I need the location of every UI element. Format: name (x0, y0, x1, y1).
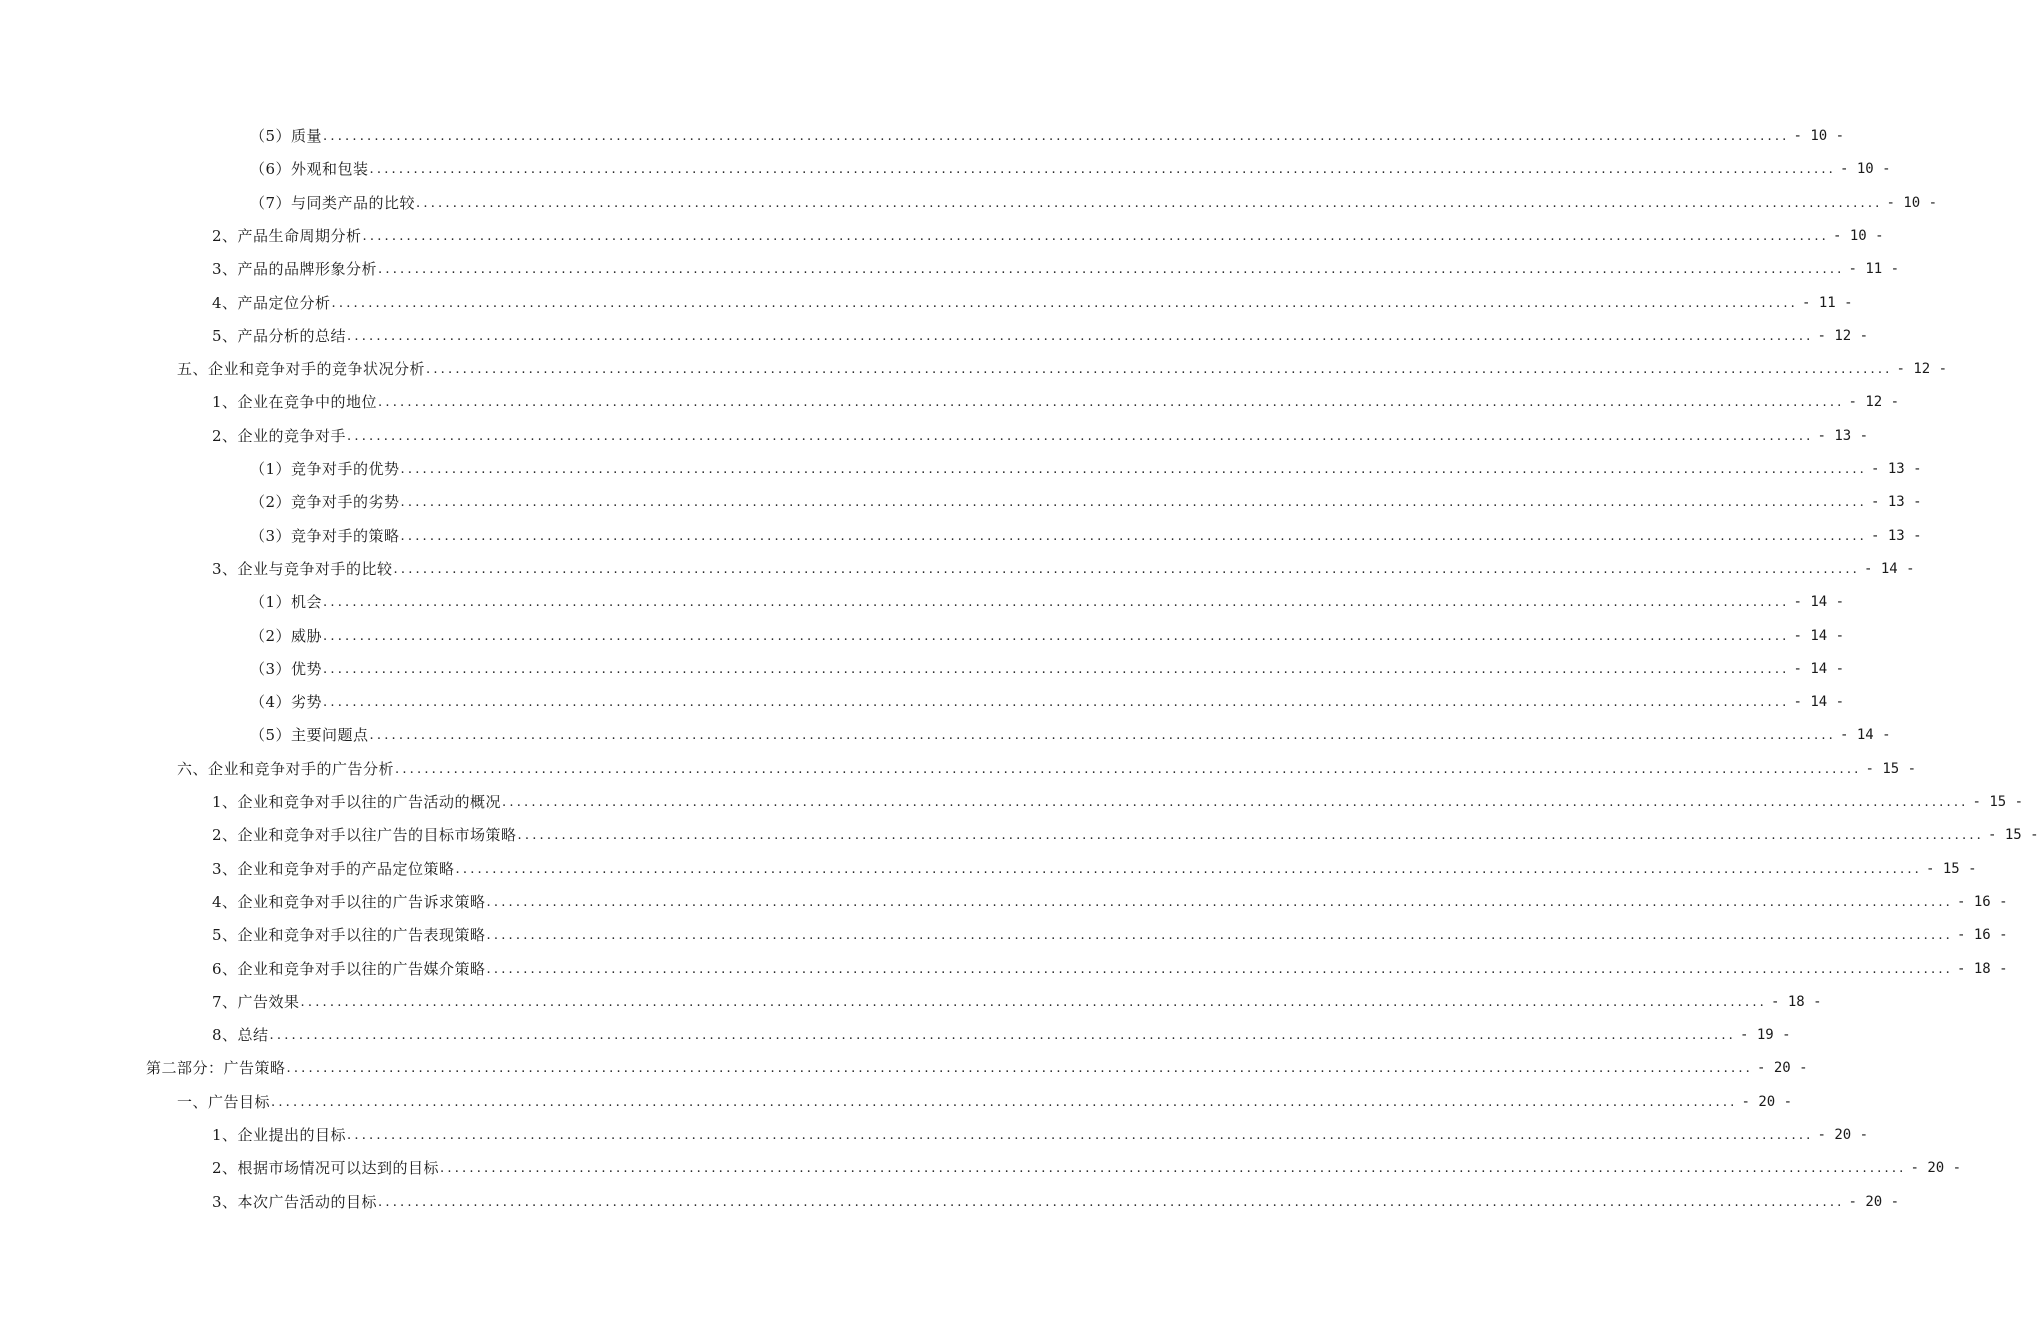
toc-dot-leader: ........................................................................................................................................................................................................ (347, 428, 1814, 444)
toc-dot-leader: ........................................................................................................................................................................................................ (369, 162, 1837, 178)
toc-entry[interactable] (212, 553, 1915, 586)
toc-entry-page-number: - 15 - (1926, 860, 1977, 877)
toc-entry-page-number: - 15 - (1988, 827, 2039, 844)
toc-dot-leader: ........................................................................................................................................................................................................ (400, 495, 1868, 511)
toc-entry-title: 5、企业和竞争对手以往的广告表现策略 (212, 926, 486, 945)
toc-entry-title: 一、广告目标 (177, 1092, 271, 1111)
toc-entry[interactable] (250, 586, 1845, 619)
toc-entry[interactable] (212, 287, 1853, 320)
toc-dot-leader: ........................................................................................................................................................................................................ (362, 228, 1830, 244)
toc-entry-page-number: - 18 - (1957, 960, 2008, 977)
toc-entry-title: 3、企业与竞争对手的比较 (212, 559, 393, 578)
toc-dot-leader: ........................................................................................................................................................................................................ (323, 628, 1790, 644)
toc-entry-title: 2、企业和竞争对手以往广告的目标市场策略 (212, 826, 517, 845)
toc-entry-page-number: - 18 - (1771, 993, 1822, 1010)
toc-entry-title: （3）竞争对手的策略 (250, 526, 400, 545)
toc-entry[interactable] (212, 386, 1900, 419)
toc-entry[interactable] (212, 420, 1869, 453)
toc-dot-leader: ........................................................................................................................................................................................................ (323, 695, 1790, 711)
toc-entry[interactable] (177, 753, 1917, 786)
toc-entry-page-number: - 20 - (1817, 1127, 1869, 1143)
toc-entry[interactable] (212, 1019, 1791, 1052)
toc-entry[interactable] (212, 919, 2008, 952)
toc-entry-title: 5、产品分析的总结 (212, 326, 347, 345)
toc-entry[interactable] (250, 453, 1922, 486)
toc-entry-title: 3、本次广告活动的目标 (212, 1192, 378, 1211)
toc-dot-leader: ........................................................................................................................................................................................................ (440, 1161, 1907, 1177)
toc-entry-title: （3）优势 (250, 659, 323, 678)
toc-dot-leader: ........................................................................................................................................................................................................ (347, 328, 1814, 344)
toc-entry-title: 8、总结 (212, 1026, 269, 1045)
toc-dot-leader: ........................................................................................................................................................................................................ (269, 1028, 1737, 1044)
toc-dot-leader: ........................................................................................................................................................................................................ (323, 595, 1790, 611)
toc-dot-leader: ........................................................................................................................................................................................................ (486, 928, 1954, 944)
toc-entry[interactable] (250, 620, 1845, 653)
toc-dot-leader: ........................................................................................................................................................................................................ (369, 728, 1837, 744)
toc-entry-title: 六、企业和竞争对手的广告分析 (177, 759, 395, 778)
toc-dot-leader: ........................................................................................................................................................................................................ (378, 395, 1845, 411)
toc-entry-page-number: - 11 - (1848, 261, 1900, 278)
toc-entry-title: （7）与同类产品的比较 (250, 193, 416, 212)
toc-entry-page-number: - 13 - (1871, 527, 1922, 544)
toc-entry[interactable] (212, 253, 1900, 286)
toc-entry-title: （1）机会 (250, 593, 323, 612)
toc-entry-page-number: - 16 - (1957, 893, 2008, 910)
toc-entry[interactable] (212, 1186, 1900, 1219)
toc-dot-leader: ........................................................................................................................................................................................................ (426, 362, 1893, 378)
toc-dot-leader: ........................................................................................................................................................................................................ (286, 1061, 1753, 1077)
toc-entry-page-number: - 14 - (1864, 560, 1915, 577)
toc-entry[interactable] (212, 853, 1977, 886)
toc-entry-title: 3、产品的品牌形象分析 (212, 260, 378, 279)
toc-entry-page-number: - 13 - (1871, 494, 1922, 511)
toc-entry-title: 4、产品定位分析 (212, 293, 331, 312)
toc-entry-page-number: - 14 - (1840, 727, 1891, 744)
toc-entry-title: （5）质量 (250, 127, 323, 145)
toc-entry[interactable] (177, 353, 1948, 386)
toc-entry-page-number: - 12 - (1817, 327, 1869, 344)
toc-entry-page-number: - 19 - (1740, 1027, 1791, 1044)
toc-dot-leader: ........................................................................................................................................................................................................ (400, 462, 1868, 477)
toc-dot-leader: ........................................................................................................................................................................................................ (378, 1194, 1845, 1210)
toc-dot-leader: ........................................................................................................................................................................................................ (323, 661, 1790, 677)
toc-entry-title: （2）竞争对手的劣势 (250, 493, 400, 512)
toc-entry-title: 1、企业和竞争对手以往的广告活动的概况 (212, 793, 502, 811)
toc-entry[interactable] (212, 320, 1869, 353)
toc-entry-title: （6）外观和包装 (250, 160, 369, 179)
toc-dot-leader: ........................................................................................................................................................................................................ (378, 262, 1845, 278)
toc-entry[interactable] (212, 886, 2008, 919)
toc-entry[interactable] (212, 786, 2024, 819)
toc-dot-leader: ........................................................................................................................................................................................................ (486, 894, 1954, 910)
toc-entry-title: （2）威胁 (250, 626, 323, 645)
toc-entry-title: 第二部分：广告策略 (146, 1059, 286, 1078)
toc-entry[interactable] (250, 719, 1891, 752)
toc-entry-page-number: - 16 - (1957, 927, 2008, 944)
toc-entry-title: 3、企业和竞争对手的产品定位策略 (212, 859, 455, 878)
toc-entry-page-number: - 14 - (1793, 627, 1845, 644)
toc-entry-title: （5）主要问题点 (250, 726, 369, 745)
toc-entry-page-number: - 14 - (1793, 660, 1845, 677)
toc-entry-title: 1、企业提出的目标 (212, 1126, 347, 1144)
toc-dot-leader: ........................................................................................................................................................................................................ (486, 961, 1954, 977)
toc-entry-page-number: - 15 - (1865, 760, 1917, 777)
toc-entry[interactable] (250, 520, 1922, 553)
toc-entry-page-number: - 10 - (1886, 194, 1938, 211)
toc-entry-page-number: - 10 - (1840, 161, 1891, 178)
toc-dot-leader: ........................................................................................................................................................................................................ (502, 795, 1969, 810)
toc-entry-page-number: - 10 - (1793, 128, 1845, 144)
toc-entry[interactable] (212, 819, 2039, 852)
toc-entry[interactable] (212, 220, 1884, 253)
toc-entry[interactable] (212, 953, 2008, 986)
toc-entry-title: 4、企业和竞争对手以往的广告诉求策略 (212, 892, 486, 911)
toc-dot-leader: ........................................................................................................................................................................................................ (323, 129, 1790, 144)
toc-entry[interactable] (250, 153, 1891, 186)
toc-entry[interactable] (250, 686, 1845, 719)
toc-entry[interactable] (212, 1119, 1869, 1152)
toc-entry-title: （1）竞争对手的优势 (250, 460, 400, 478)
toc-dot-leader: ........................................................................................................................................................................................................ (271, 1094, 1738, 1110)
toc-dot-leader: ........................................................................................................................................................................................................ (347, 1128, 1814, 1143)
toc-dot-leader: ........................................................................................................................................................................................................ (393, 561, 1861, 577)
toc-entry-page-number: - 20 - (1910, 1160, 1962, 1177)
toc-entry-page-number: - 20 - (1848, 1193, 1900, 1210)
toc-entry-page-number: - 20 - (1741, 1093, 1793, 1110)
toc-entry-title: 2、产品生命周期分析 (212, 226, 362, 245)
toc-dot-leader: ........................................................................................................................................................................................................ (395, 761, 1862, 777)
toc-dot-leader: ........................................................................................................................................................................................................ (300, 994, 1768, 1010)
toc-entry-title: 2、根据市场情况可以达到的目标 (212, 1159, 440, 1178)
toc-dot-leader: ........................................................................................................................................................................................................ (400, 528, 1868, 544)
toc-entry-page-number: - 14 - (1793, 594, 1845, 611)
toc-entry[interactable] (212, 986, 1822, 1019)
toc-entry-page-number: - 13 - (1817, 427, 1869, 444)
toc-entry-page-number: - 13 - (1871, 461, 1922, 477)
toc-entry-page-number: - 12 - (1896, 361, 1948, 378)
toc-entry-page-number: - 15 - (1972, 794, 2024, 810)
toc-dot-leader: ........................................................................................................................................................................................................ (416, 195, 1883, 211)
toc-entry-title: （4）劣势 (250, 693, 323, 712)
toc-entry[interactable] (177, 1086, 1793, 1119)
toc-entry-title: 1、企业在竞争中的地位 (212, 393, 378, 412)
toc-entry-page-number: - 11 - (1802, 294, 1853, 311)
toc-entry[interactable] (250, 187, 1938, 220)
toc-dot-leader: ........................................................................................................................................................................................................ (331, 295, 1799, 311)
toc-dot-leader: ........................................................................................................................................................................................................ (517, 828, 1985, 844)
toc-entry-title: 2、企业的竞争对手 (212, 426, 347, 445)
toc-entry[interactable] (212, 1152, 1962, 1185)
toc-dot-leader: ........................................................................................................................................................................................................ (455, 861, 1923, 877)
toc-entry[interactable] (146, 1052, 1808, 1085)
toc-entry-title: 6、企业和竞争对手以往的广告媒介策略 (212, 959, 486, 978)
toc-entry-title: 7、广告效果 (212, 992, 300, 1011)
toc-entry[interactable] (250, 486, 1922, 519)
toc-entry-page-number: - 12 - (1848, 394, 1900, 411)
toc-entry-page-number: - 14 - (1793, 694, 1845, 711)
toc-entry-page-number: - 10 - (1833, 227, 1884, 244)
toc-entry[interactable] (250, 120, 1845, 153)
toc-entry-page-number: - 20 - (1756, 1060, 1808, 1077)
toc-entry-title: 五、企业和竞争对手的竞争状况分析 (177, 360, 426, 379)
toc-entry[interactable] (250, 653, 1845, 686)
